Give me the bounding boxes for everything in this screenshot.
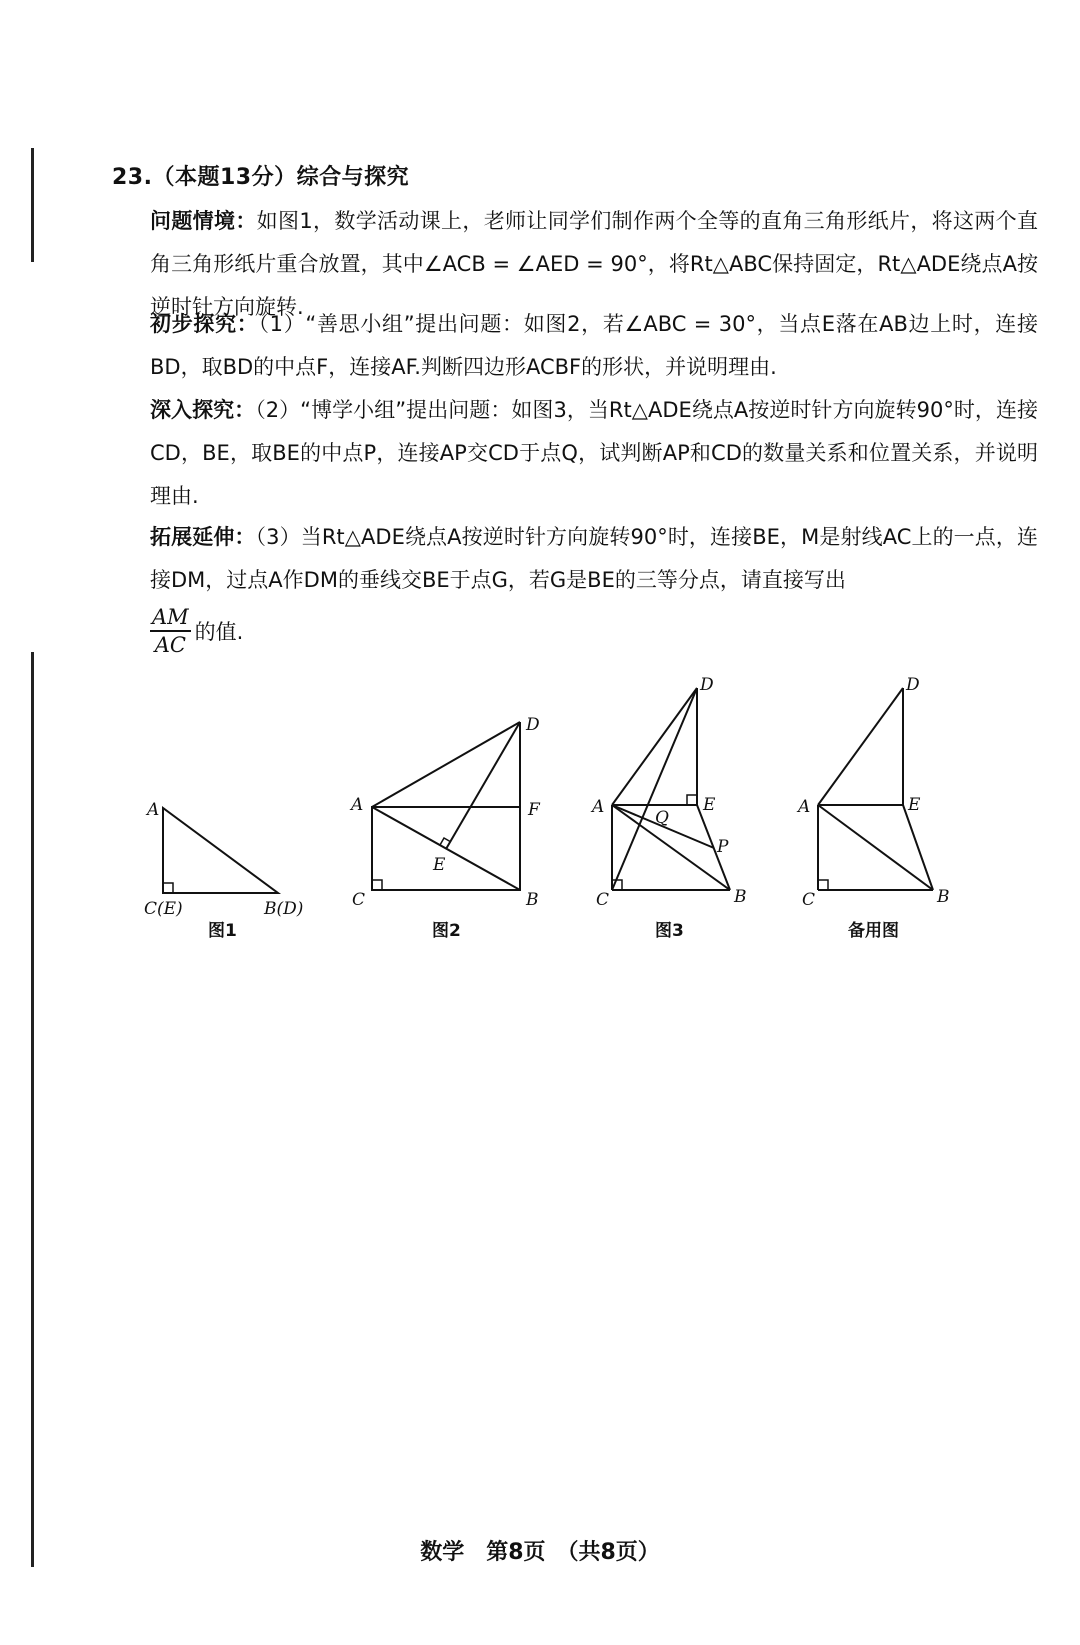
part3-text: （3）当Rt△ADE绕点A按逆时针方向旋转90°时，连接BE，M是射线AC上的一点，连接DM，过点A作DM的垂线交BE于点G，若G是BE的三等分点，请直接写出 bbox=[150, 525, 1038, 592]
situation-label: 问题情境： bbox=[150, 209, 257, 233]
situation-text: 如图1，数学活动课上，老师让同学们制作两个全等的直角三角形纸片，将这两个直角三角形纸片重合放置，其中∠ACB = ∠AED = 90°，将Rt△ABC保持固定，Rt△ADE绕点A按逆时针方向旋转. bbox=[150, 209, 1039, 319]
fig3-label-p: P bbox=[717, 837, 729, 857]
fig2-label-d: D bbox=[526, 715, 540, 735]
part1-label: 初步探究： bbox=[150, 312, 259, 336]
fig1-label-bd: B(D) bbox=[264, 899, 304, 919]
fig4-caption: 备用图 bbox=[848, 921, 899, 941]
fig3-label-d: D bbox=[700, 675, 714, 695]
fraction-denominator: AC bbox=[154, 633, 186, 657]
fig4-segment-eb bbox=[903, 805, 933, 890]
fig4-label-b: B bbox=[937, 887, 950, 907]
fig3-label-e: E bbox=[703, 795, 716, 815]
part-2 bbox=[150, 389, 1038, 518]
question-heading: 23.（本题13分）综合与探究 bbox=[112, 165, 410, 190]
fig1-caption: 图1 bbox=[208, 921, 237, 941]
fig1-label-ce: C(E) bbox=[144, 899, 183, 919]
fig2-right-angle-mark-c bbox=[372, 880, 382, 890]
fig4-label-d: D bbox=[906, 675, 920, 695]
fig3-right-angle-mark-e bbox=[687, 795, 697, 805]
fig4-label-a: A bbox=[798, 797, 811, 817]
fig1-right-angle-mark bbox=[163, 883, 173, 893]
figure-2 bbox=[349, 715, 541, 941]
fig3-caption: 图3 bbox=[655, 921, 684, 941]
fig2-segment-ad bbox=[372, 722, 520, 807]
fig3-label-b: B bbox=[734, 887, 747, 907]
part2-label: 深入探究： bbox=[150, 398, 256, 422]
fig2-label-a: A bbox=[351, 795, 364, 815]
part1-text: （1）“善思小组”提出问题：如图2，若∠ABC = 30°，当点E落在AB边上时，连接BD，取BD的中点F，连接AF.判断四边形ACBF的形状，并说明理由. bbox=[150, 312, 1038, 379]
part-1 bbox=[150, 303, 1038, 389]
fig2-label-c: C bbox=[352, 890, 366, 910]
fig1-triangle bbox=[163, 808, 278, 893]
fraction-stack bbox=[150, 604, 191, 658]
fig2-label-e: E bbox=[433, 855, 446, 875]
fig4-right-angle-mark-c bbox=[818, 880, 828, 890]
fig3-label-c: C bbox=[596, 890, 610, 910]
figure-4-backup bbox=[796, 675, 950, 941]
fig4-segment-ad bbox=[818, 688, 903, 805]
fraction-suffix: 的值. bbox=[194, 620, 244, 644]
fig4-label-c: C bbox=[802, 890, 816, 910]
fig3-label-a: A bbox=[592, 797, 605, 817]
fig2-segment-de bbox=[446, 722, 520, 849]
figure-3 bbox=[590, 675, 747, 941]
fig2-caption: 图2 bbox=[432, 921, 461, 941]
fig3-label-q: Q bbox=[655, 808, 669, 828]
fraction-numerator: AM bbox=[150, 604, 191, 632]
fraction-am-ac bbox=[150, 604, 243, 658]
page-footer: 数学 第8页 （共8页） bbox=[420, 1540, 660, 1565]
fig4-segment-ab bbox=[818, 805, 933, 890]
figures-svg bbox=[0, 660, 1080, 960]
part2-text: （2）“博学小组”提出问题：如图3，当Rt△ADE绕点A按逆时针方向旋转90°时，连接CD，BE，取BE的中点P，连接AP交CD于点Q，试判断AP和CD的数量关系和位置关系，并说明理由. bbox=[150, 398, 1038, 508]
fig1-label-a: A bbox=[147, 800, 160, 820]
part3-label: 拓展延伸： bbox=[150, 525, 256, 549]
fig2-label-f: F bbox=[528, 800, 540, 820]
part-3 bbox=[150, 516, 1038, 602]
figures-row bbox=[0, 660, 1080, 964]
binding-margin-line-top bbox=[31, 148, 34, 262]
fig4-label-e: E bbox=[908, 795, 921, 815]
fig2-label-b: B bbox=[526, 890, 539, 910]
figure-1 bbox=[144, 800, 303, 941]
